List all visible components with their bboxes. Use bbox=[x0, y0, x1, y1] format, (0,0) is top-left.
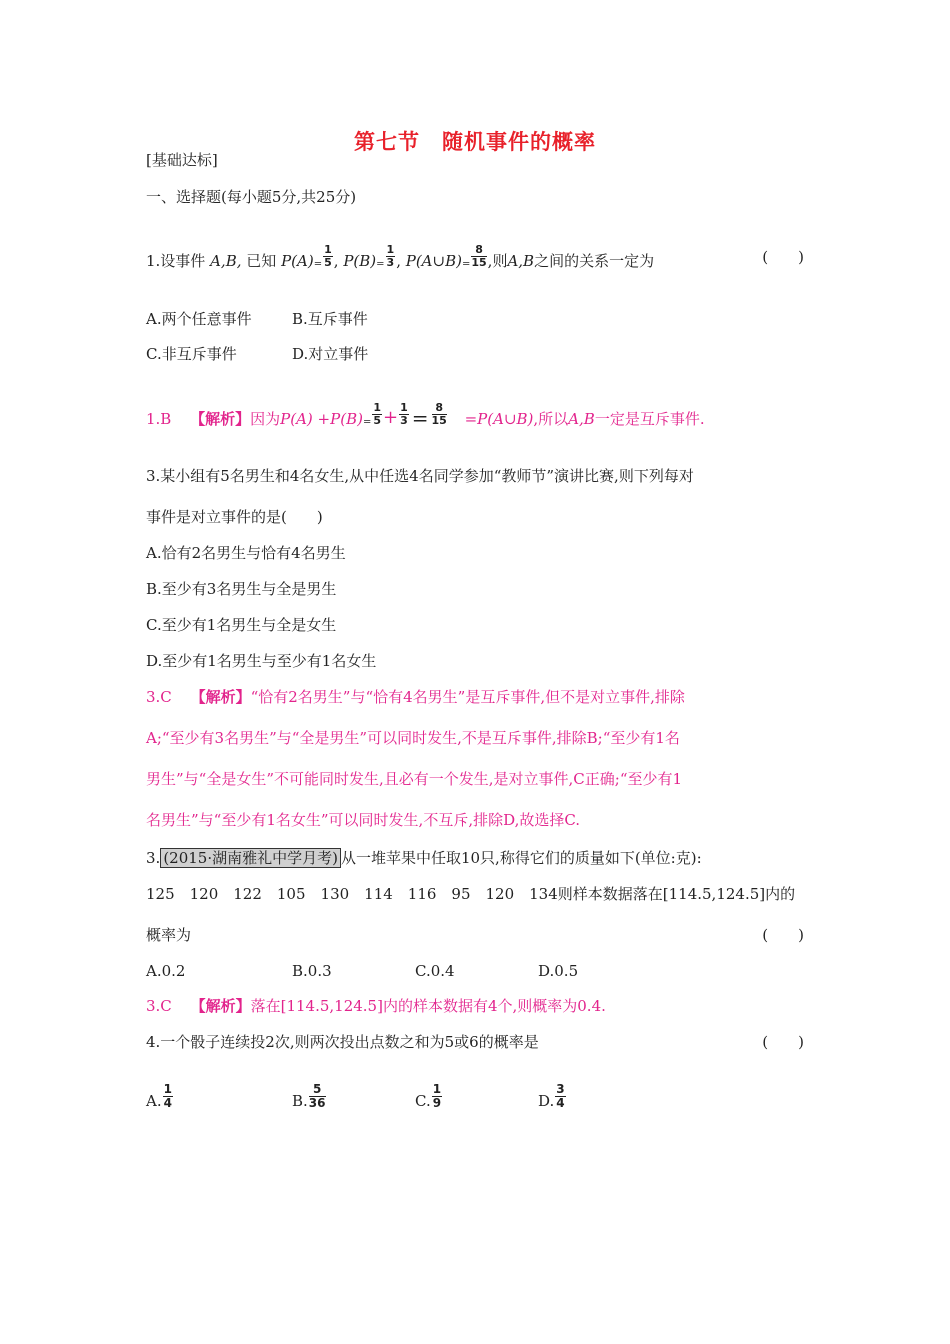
q4-a-fraction: $\frac{1}{4}$ bbox=[163, 1082, 172, 1110]
q3b-option-d: D.0.5 bbox=[538, 962, 579, 980]
q3-line-2: 事件是对立事件的是( ) bbox=[146, 508, 323, 526]
q1-pab: P(A∪B) bbox=[405, 252, 462, 271]
q3b-line-2: 125 120 122 105 130 114 116 95 120 134则样本数据落在[114.5,124.5]内的 bbox=[146, 885, 796, 903]
q3-option-c: C.至少有1名男生与全是女生 bbox=[146, 616, 337, 634]
a3b-label: 3.C bbox=[146, 997, 172, 1015]
a3b-jiexi: 【解析】 bbox=[190, 997, 251, 1015]
q4-option-d: D. $\frac{3}{4}$ bbox=[538, 1082, 565, 1111]
page-title: 第七节 随机事件的概率 bbox=[354, 129, 596, 154]
q1-pb-fraction: $\frac{1}{3}$ bbox=[386, 243, 395, 269]
a3-jiexi: 【解析】 bbox=[190, 688, 251, 706]
a1-label: 1.B bbox=[146, 410, 172, 429]
q3b-option-b: B.0.3 bbox=[292, 962, 332, 980]
q4-b-fraction: $\frac{5}{36}$ bbox=[308, 1082, 326, 1110]
answer-1: 1.B 【解析】因为$P(A) +P(B)_=$ $\frac{1}{5}$ + $\frac{1}{3}$ = $\frac{8}{15}$ =P(A∪B),所以A,B一定是互斥事件. bbox=[146, 401, 705, 431]
a3-line-3: 男生”与“全是女生”不可能同时发生,且必有一个发生,是对立事件,C正确;“至少有1 bbox=[146, 770, 683, 788]
q3-line-1: 3.某小组有5名男生和4名女生,从中任选4名同学参加“教师节”演讲比赛,则下列每对 bbox=[146, 467, 694, 485]
q1-pab-fraction: $\frac{8}{15}$ bbox=[471, 243, 487, 269]
q4-text: 4.一个骰子连续投2次,则两次投出点数之和为5或6的概率是 bbox=[146, 1033, 539, 1051]
q4-answer-bracket: ( ) bbox=[762, 1033, 804, 1051]
q1-text-b: A,B, bbox=[210, 252, 242, 271]
answer-3b: 3.C 【解析】落在[114.5,124.5]内的样本数据有4个,则概率为0.4. bbox=[146, 997, 606, 1015]
q3b-answer-bracket: ( ) bbox=[762, 926, 804, 944]
q3b-number: 3. bbox=[146, 849, 161, 867]
part-heading: 一、选择题(每小题5分,共25分) bbox=[146, 188, 357, 206]
a3-line-1: 3.C 【解析】“恰有2名男生”与“恰有4名男生”是互斥事件,但不是对立事件,排除 bbox=[146, 688, 685, 706]
q1-text-a: 1.设事件 bbox=[146, 252, 206, 271]
q3b-line-3: 概率为 bbox=[146, 926, 192, 944]
q3b-option-c: C.0.4 bbox=[415, 962, 455, 980]
q1-text-c: 已知 bbox=[246, 252, 277, 271]
q1-pa: P(A) bbox=[281, 252, 314, 271]
source-tag: (2015·湖南雅礼中学月考) bbox=[160, 848, 341, 868]
q4-c-fraction: $\frac{1}{9}$ bbox=[432, 1082, 442, 1110]
q1-option-c: C.非互斥事件 bbox=[146, 345, 237, 363]
q3b-option-a: A.0.2 bbox=[146, 962, 186, 980]
a3-label: 3.C bbox=[146, 688, 172, 706]
a1-fraction-1: $\frac{1}{5}$ bbox=[373, 401, 381, 427]
q3-option-d: D.至少有1名男生与至少有1名女生 bbox=[146, 652, 377, 670]
a3-line-4: 名男生”与“至少有1名女生”可以同时发生,不互斥,排除D,故选择C. bbox=[146, 811, 581, 829]
a3-line-2: A;“至少有3名男生”与“全是男生”可以同时发生,不是互斥事件,排除B;“至少有1名 bbox=[146, 729, 680, 747]
q1-pb: P(B) bbox=[343, 252, 377, 271]
q1-option-a: A.两个任意事件 bbox=[146, 310, 252, 328]
q3-option-a: A.恰有2名男生与恰有4名男生 bbox=[146, 544, 346, 562]
a1-jiexi: 【解析】 bbox=[190, 410, 251, 429]
question-1: 1.设事件 A,B, 已知 $P(A)_=$ $\frac{1}{5}$ , $P(B)_=$ $\frac{1}{3}$ , $P(A\cup B)_=$ $\frac{8}{15}$ ,则A,B之间的关系一定为 bbox=[146, 243, 655, 271]
q4-option-a: A. $\frac{1}{4}$ bbox=[146, 1082, 172, 1111]
a1-fraction-2: $\frac{1}{3}$ bbox=[400, 401, 408, 427]
q1-pa-fraction: $\frac{1}{5}$ bbox=[324, 243, 332, 269]
q1-option-d: D.对立事件 bbox=[292, 345, 369, 363]
q4-option-c: C. $\frac{1}{9}$ bbox=[415, 1082, 442, 1111]
q3b-line-1: 3. (2015·湖南雅礼中学月考) 从一堆苹果中任取10只,称得它们的质量如下(单位:克): bbox=[146, 849, 702, 867]
q4-option-b: B. $\frac{5}{36}$ bbox=[292, 1082, 326, 1111]
q4-d-fraction: $\frac{3}{4}$ bbox=[556, 1082, 565, 1110]
a1-fraction-3: $\frac{8}{15}$ bbox=[431, 401, 447, 427]
q1-answer-bracket: ( ) bbox=[762, 248, 804, 266]
section-tag: [基础达标] bbox=[146, 151, 218, 169]
q3-option-b: B.至少有3名男生与全是男生 bbox=[146, 580, 337, 598]
q1-option-b: B.互斥事件 bbox=[292, 310, 368, 328]
